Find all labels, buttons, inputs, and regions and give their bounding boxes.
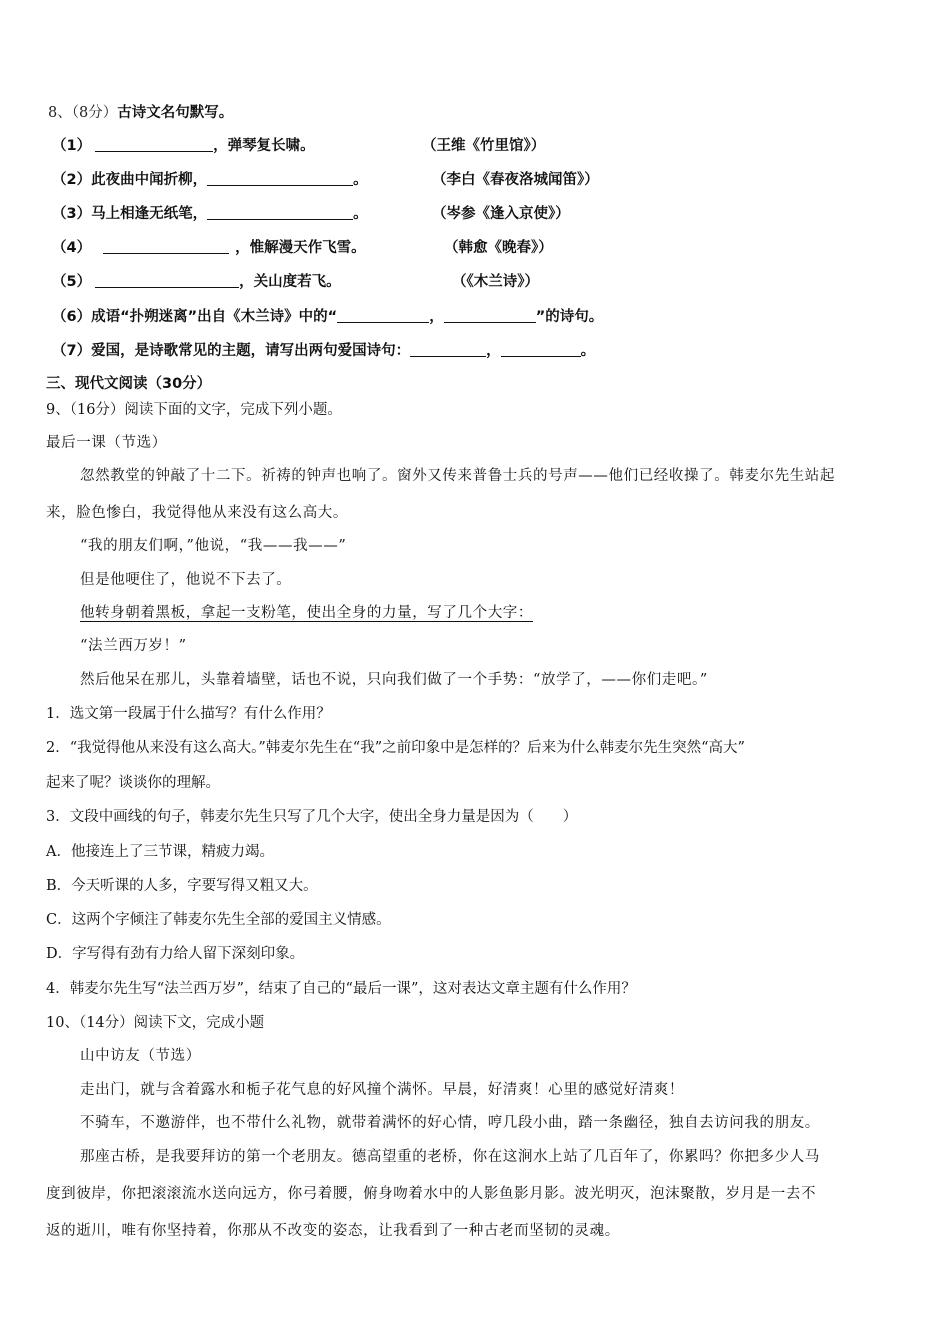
dictation-item-3 xyxy=(52,204,368,224)
passage-title: 最后一课（节选） xyxy=(46,435,167,451)
item-label: （2） xyxy=(52,172,92,188)
passage-paragraph: 度到彼岸，你把滚滚流水送向远方，你弓着腰，俯身吻着水中的人影鱼影月影。波光明灭，泡沫聚散，岁月是一去不 xyxy=(46,1186,817,1202)
item-text: 。 xyxy=(353,206,368,222)
passage-paragraph: 那座古桥，是我要拜访的第一个老朋友。德高望重的老桥，你在这涧水上站了几百年了，你累吗？你把多少人马 xyxy=(80,1149,820,1165)
passage-title: 山中访友（节选） xyxy=(80,1048,201,1064)
passage-paragraph: “法兰西万岁！” xyxy=(80,638,187,654)
question-item: 2．“我觉得他从来没有这么高大。”韩麦尔先生在“我”之前印象中是怎样的？后来为什么韩麦尔先生突然“高大” xyxy=(46,740,745,756)
item-source: （韩愈《晚春》） xyxy=(444,240,553,256)
answer-blank[interactable] xyxy=(103,239,229,254)
item-text: 。 xyxy=(580,343,596,359)
item-text: 此夜曲中闻折柳， xyxy=(91,172,208,188)
item-text: 。 xyxy=(353,172,368,188)
question-title: 古诗文名句默写。 xyxy=(117,105,234,121)
passage-paragraph: 但是他哽住了，他说不下去了。 xyxy=(80,572,292,588)
item-source: （《木兰诗》） xyxy=(452,274,539,290)
item-source: （李白《春夜洛城闻笛》） xyxy=(432,172,599,188)
item-text: ， xyxy=(486,343,501,359)
item-text: 爱国，是诗歌常见的主题，请写出两句爱国诗句： xyxy=(91,343,411,359)
item-label: （5） xyxy=(52,274,92,290)
item-label: （7） xyxy=(52,343,92,359)
question-8-header xyxy=(48,103,233,123)
question-item: 1．选文第一段属于什么描写？有什么作用？ xyxy=(46,706,331,722)
dictation-item-1 xyxy=(52,136,315,156)
option-d[interactable]: D．字写得有劲有力给人留下深刻印象。 xyxy=(46,946,305,962)
option-a[interactable]: A．他接连上了三节课，精疲力竭。 xyxy=(46,844,274,860)
answer-blank[interactable] xyxy=(95,273,239,288)
dictation-item-2 xyxy=(52,170,368,190)
answer-blank[interactable] xyxy=(95,137,213,152)
answer-blank[interactable] xyxy=(501,342,581,357)
question-9-header: 9、（16分）阅读下面的文字，完成下列小题。 xyxy=(46,402,342,418)
question-item: 4．韩麦尔先生写“法兰西万岁”，结束了自己的“最后一课”，这对表达文章主题有什么作用？ xyxy=(46,981,636,997)
item-label: （4） xyxy=(52,240,92,256)
question-number: 8、 xyxy=(48,105,72,121)
item-label: （6） xyxy=(52,309,92,325)
item-text: ”的诗句。 xyxy=(535,309,604,325)
section-heading: 三、现代文阅读（30分） xyxy=(46,376,212,392)
passage-paragraph: 走出门，就与含着露水和栀子花气息的好风撞个满怀。早晨，好清爽！心里的感觉好清爽！ xyxy=(80,1082,684,1098)
item-source: （王维《竹里馆》） xyxy=(422,138,546,154)
dictation-item-6 xyxy=(52,307,603,327)
dictation-item-5 xyxy=(52,272,341,292)
answer-blank[interactable] xyxy=(207,171,353,186)
question-item-continued: 起来了呢？谈谈你的理解。 xyxy=(46,775,220,791)
passage-paragraph: 返的逝川，唯有你坚持着，你那从不改变的姿态，让我看到了一种古老而坚韧的灵魂。 xyxy=(46,1223,620,1239)
passage-paragraph: 然后他呆在那儿，头靠着墙壁，话也不说，只向我们做了一个手势：“放学了，——你们走吧。” xyxy=(80,672,708,688)
item-text: ，关山度若飞。 xyxy=(239,274,341,290)
answer-blank[interactable] xyxy=(410,342,486,357)
question-item: 3．文段中画线的句子，韩麦尔先生只写了几个大字，使出全身力量是因为（ ） xyxy=(46,809,578,825)
item-label: （1） xyxy=(52,138,92,154)
item-text: 成语“扑朔迷离”出自《木兰诗》中的“ xyxy=(91,309,338,325)
item-text: ，弹琴复长啸。 xyxy=(213,138,315,154)
item-text: 马上相逢无纸笔， xyxy=(91,206,208,222)
dictation-item-4 xyxy=(52,238,366,258)
passage-paragraph: 来，脸色惨白，我觉得他从来没有这么高大。 xyxy=(46,505,348,521)
item-text: ， xyxy=(429,309,444,325)
underlined-sentence: 他转身朝着黑板，拿起一支粉笔，使出全身的力量，写了几个大字： xyxy=(80,605,533,621)
answer-blank[interactable] xyxy=(207,205,353,220)
item-source: （岑参《逢入京使》） xyxy=(432,206,570,222)
question-score: （8分） xyxy=(71,105,118,121)
passage-paragraph: 忽然教堂的钟敲了十二下。祈祷的钟声也响了。窗外又传来普鲁士兵的号声——他们已经收操了。韩麦尔先生站起 xyxy=(80,468,835,484)
passage-paragraph: 不骑车，不邀游伴，也不带什么礼物，就带着满怀的好心情，哼几段小曲，踏一条幽径，独自去访问我的朋友。 xyxy=(80,1115,820,1131)
item-label: （3） xyxy=(52,206,92,222)
answer-blank[interactable] xyxy=(444,308,536,323)
dictation-item-7 xyxy=(52,341,595,361)
item-text: ，惟解漫天作飞雪。 xyxy=(235,240,366,256)
option-c[interactable]: C．这两个字倾注了韩麦尔先生全部的爱国主义情感。 xyxy=(46,912,391,928)
option-b[interactable]: B．今天听课的人多，字要写得又粗又大。 xyxy=(46,878,318,894)
passage-paragraph: “我的朋友们啊，”他说，“我——我——” xyxy=(80,538,347,554)
question-10-header: 10、（14分）阅读下文，完成小题 xyxy=(46,1015,265,1031)
answer-blank[interactable] xyxy=(337,308,429,323)
